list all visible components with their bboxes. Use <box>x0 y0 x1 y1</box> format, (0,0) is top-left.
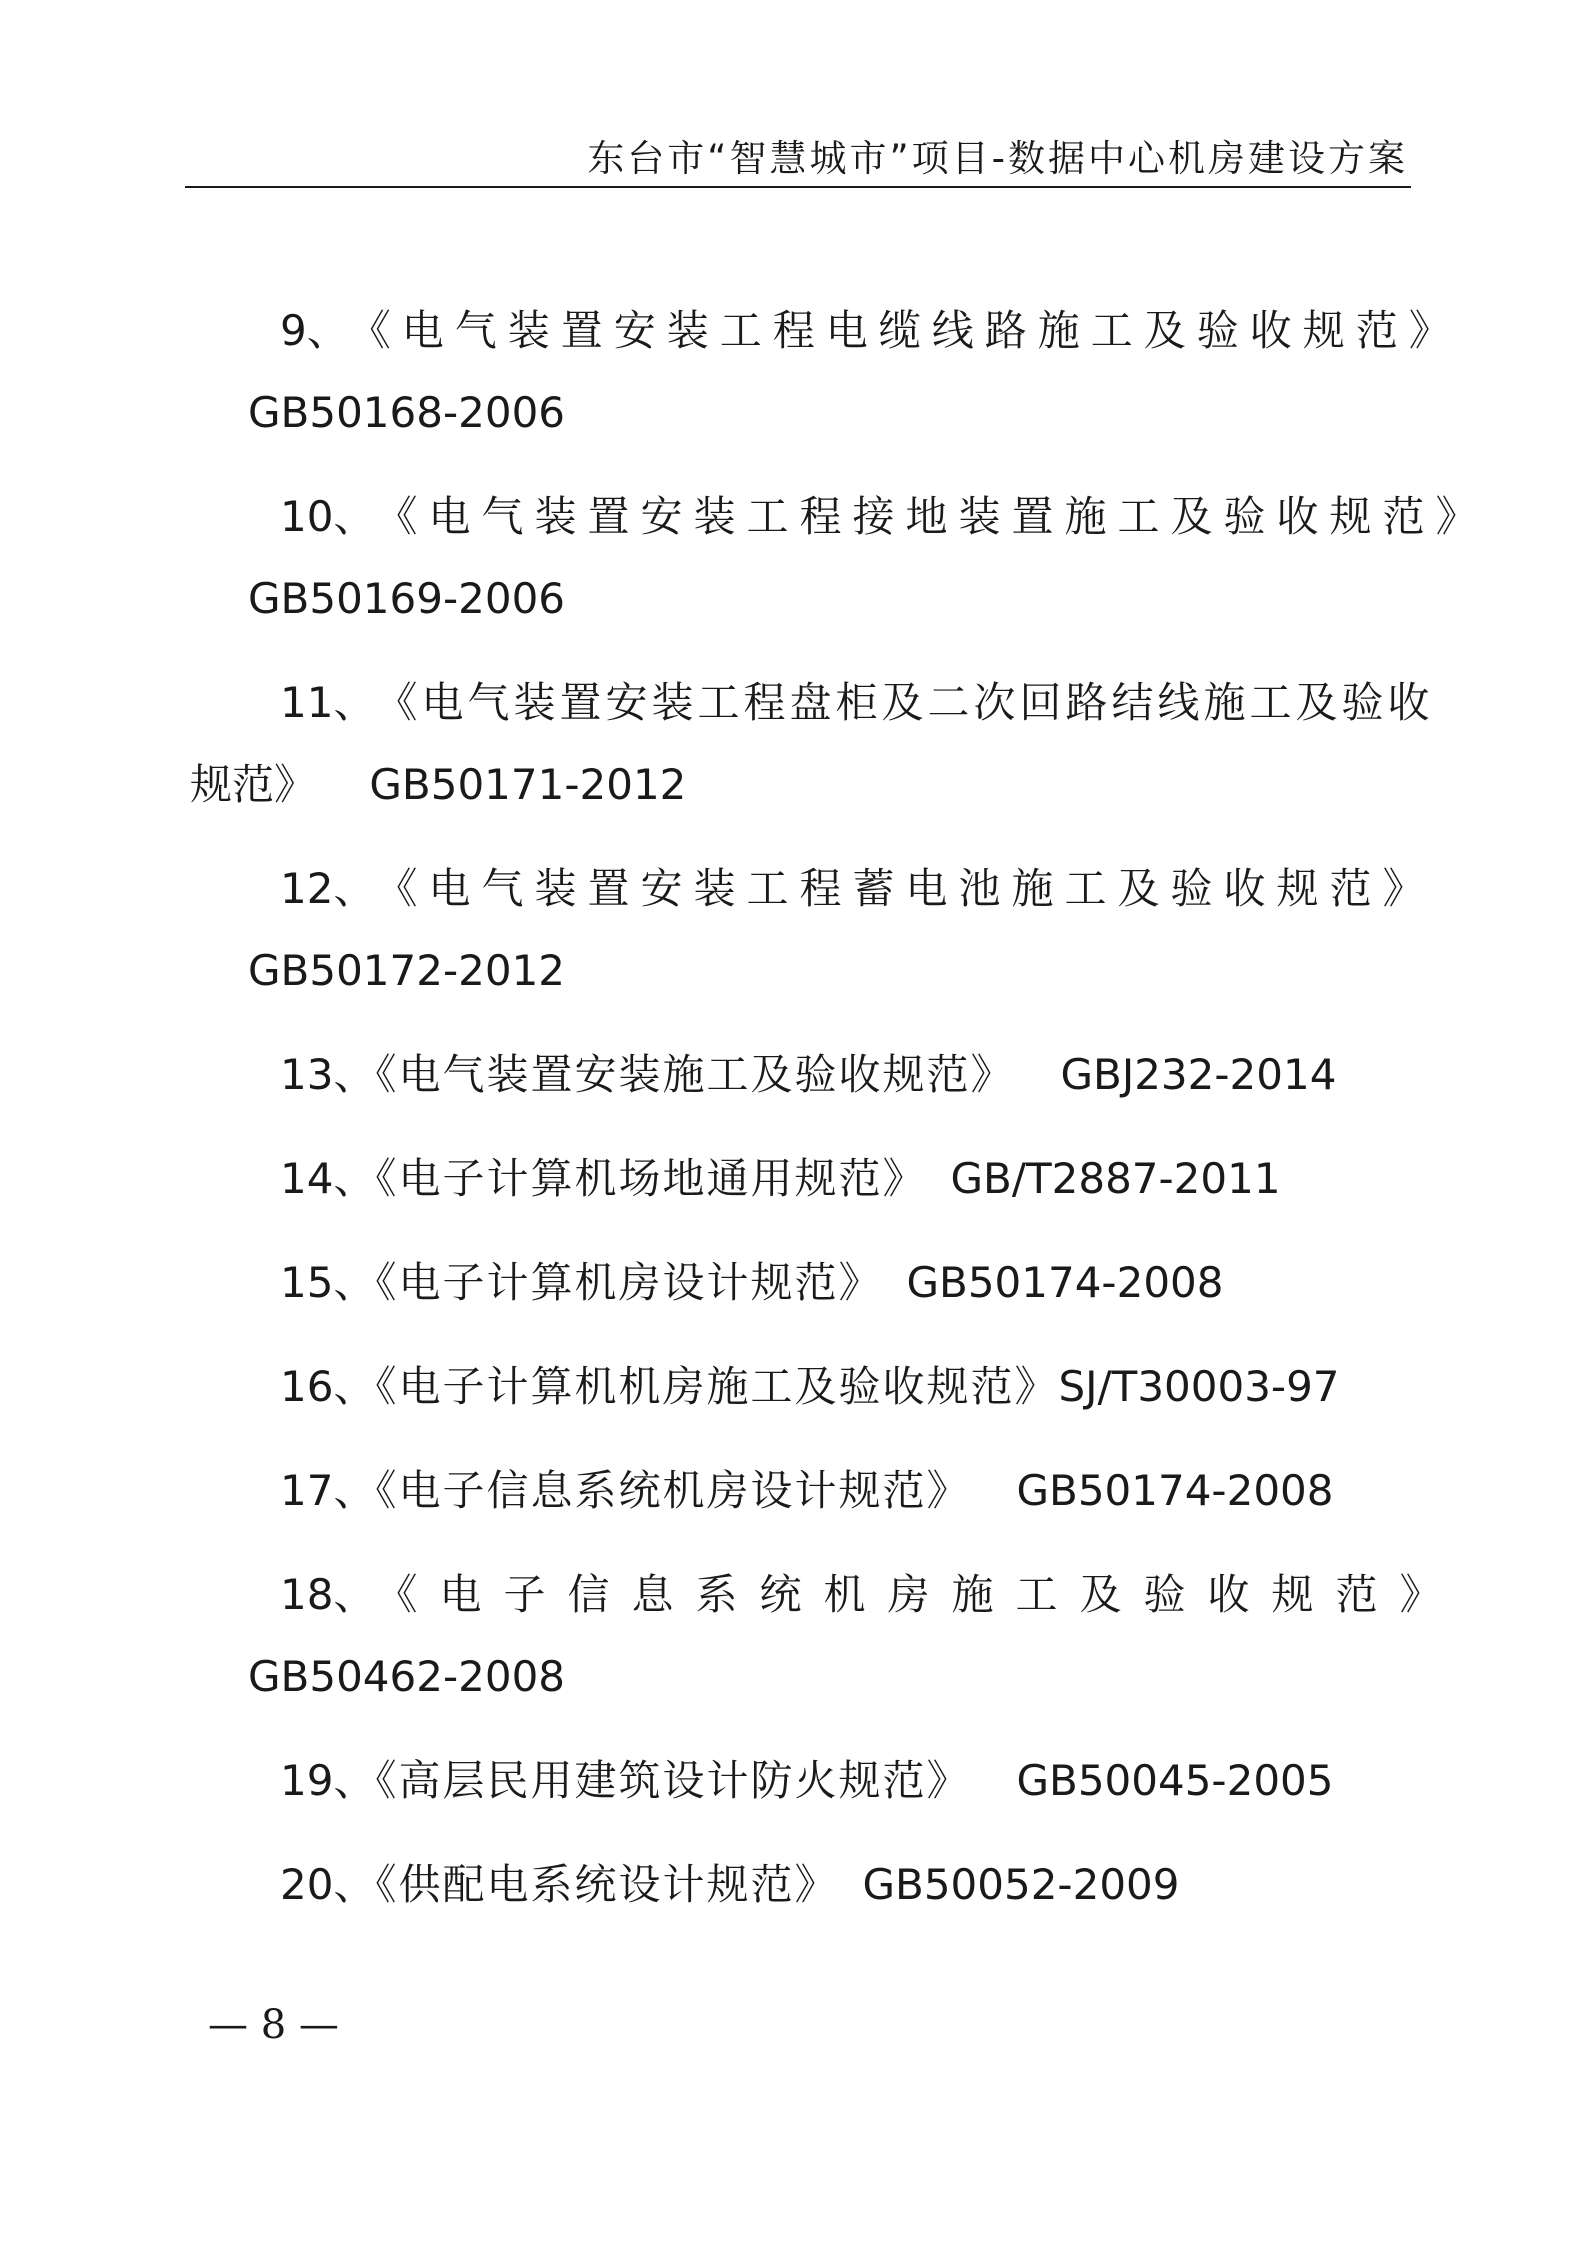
entry-title: 《电气装置安装工程蓄电池施工及验收规范》 <box>375 864 1436 913</box>
entry-code: GB/T2887-2011 <box>950 1154 1281 1203</box>
entry-title: 《供配电系统设计规范》 <box>375 1860 839 1909</box>
entry-number: 9、 <box>280 306 349 355</box>
entry-first-line <box>190 662 1434 744</box>
list-item <box>190 476 1489 640</box>
entry-title-continuation: 规范》 <box>190 760 317 809</box>
entry-code: GB50168-2006 <box>248 388 566 437</box>
list-item <box>190 1242 1410 1324</box>
entry-number: 13、 <box>280 1050 376 1099</box>
entry-continuation <box>190 744 1410 826</box>
entry-code: GB50052-2009 <box>862 1860 1180 1909</box>
entry-code: SJ/T30003-97 <box>1058 1362 1340 1411</box>
entry-first-line <box>190 848 1436 930</box>
header-divider <box>185 186 1411 188</box>
entry-code: GB50174-2008 <box>906 1258 1224 1307</box>
entry-title: 《电子信息系统机房设计规范》 <box>375 1466 971 1515</box>
entry-title: 《电子计算机房设计规范》 <box>375 1258 883 1307</box>
entry-first-line <box>190 476 1489 558</box>
page-number: — 8 — <box>208 2002 339 2048</box>
entry-first-line <box>190 1554 1464 1636</box>
entry-number: 19、 <box>280 1756 376 1805</box>
entry-number: 20、 <box>280 1860 376 1909</box>
entry-number: 10、 <box>280 492 376 541</box>
entry-code: GB50171-2012 <box>369 760 687 809</box>
list-item <box>190 1450 1410 1532</box>
entry-number: 17、 <box>280 1466 376 1515</box>
standards-list <box>190 290 1489 1948</box>
list-item <box>190 290 1462 454</box>
entry-code: GB50045-2005 <box>1016 1756 1334 1805</box>
entry-code: GBJ232-2014 <box>1060 1050 1337 1099</box>
document-header-title: 东台市“智慧城市”项目-数据中心机房建设方案 <box>587 137 1408 180</box>
list-item <box>190 848 1436 1012</box>
entry-number: 12、 <box>280 864 376 913</box>
entry-number: 16、 <box>280 1362 376 1411</box>
entry-title: 《电子计算机机房施工及验收规范》 <box>375 1362 1059 1411</box>
list-item <box>190 662 1434 826</box>
entry-code: GB50462-2008 <box>248 1652 566 1701</box>
list-item <box>190 1740 1410 1822</box>
entry-number: 18、 <box>280 1570 376 1619</box>
entry-title: 《电气装置安装工程电缆线路施工及验收规范》 <box>348 306 1462 355</box>
entry-title: 《电子计算机场地通用规范》 <box>375 1154 927 1203</box>
entry-title: 《电气装置安装工程接地装置施工及验收规范》 <box>375 492 1489 541</box>
entry-title: 《电气装置安装工程盘柜及二次回路结线施工及验收 <box>375 678 1434 727</box>
entry-code: GB50169-2006 <box>248 574 566 623</box>
list-item <box>190 1346 1410 1428</box>
entry-first-line <box>190 290 1462 372</box>
list-item <box>190 1844 1410 1926</box>
entry-title: 《电子信息系统机房施工及验收规范》 <box>375 1570 1464 1619</box>
entry-title: 《高层民用建筑设计防火规范》 <box>375 1756 971 1805</box>
entry-code: GB50174-2008 <box>1016 1466 1334 1515</box>
list-item <box>190 1138 1410 1220</box>
entry-title: 《电气装置安装施工及验收规范》 <box>375 1050 1015 1099</box>
entry-number: 14、 <box>280 1154 376 1203</box>
entry-number: 11、 <box>280 678 376 727</box>
list-item <box>190 1034 1410 1116</box>
entry-code: GB50172-2012 <box>248 946 566 995</box>
entry-number: 15、 <box>280 1258 376 1307</box>
list-item <box>190 1554 1464 1718</box>
